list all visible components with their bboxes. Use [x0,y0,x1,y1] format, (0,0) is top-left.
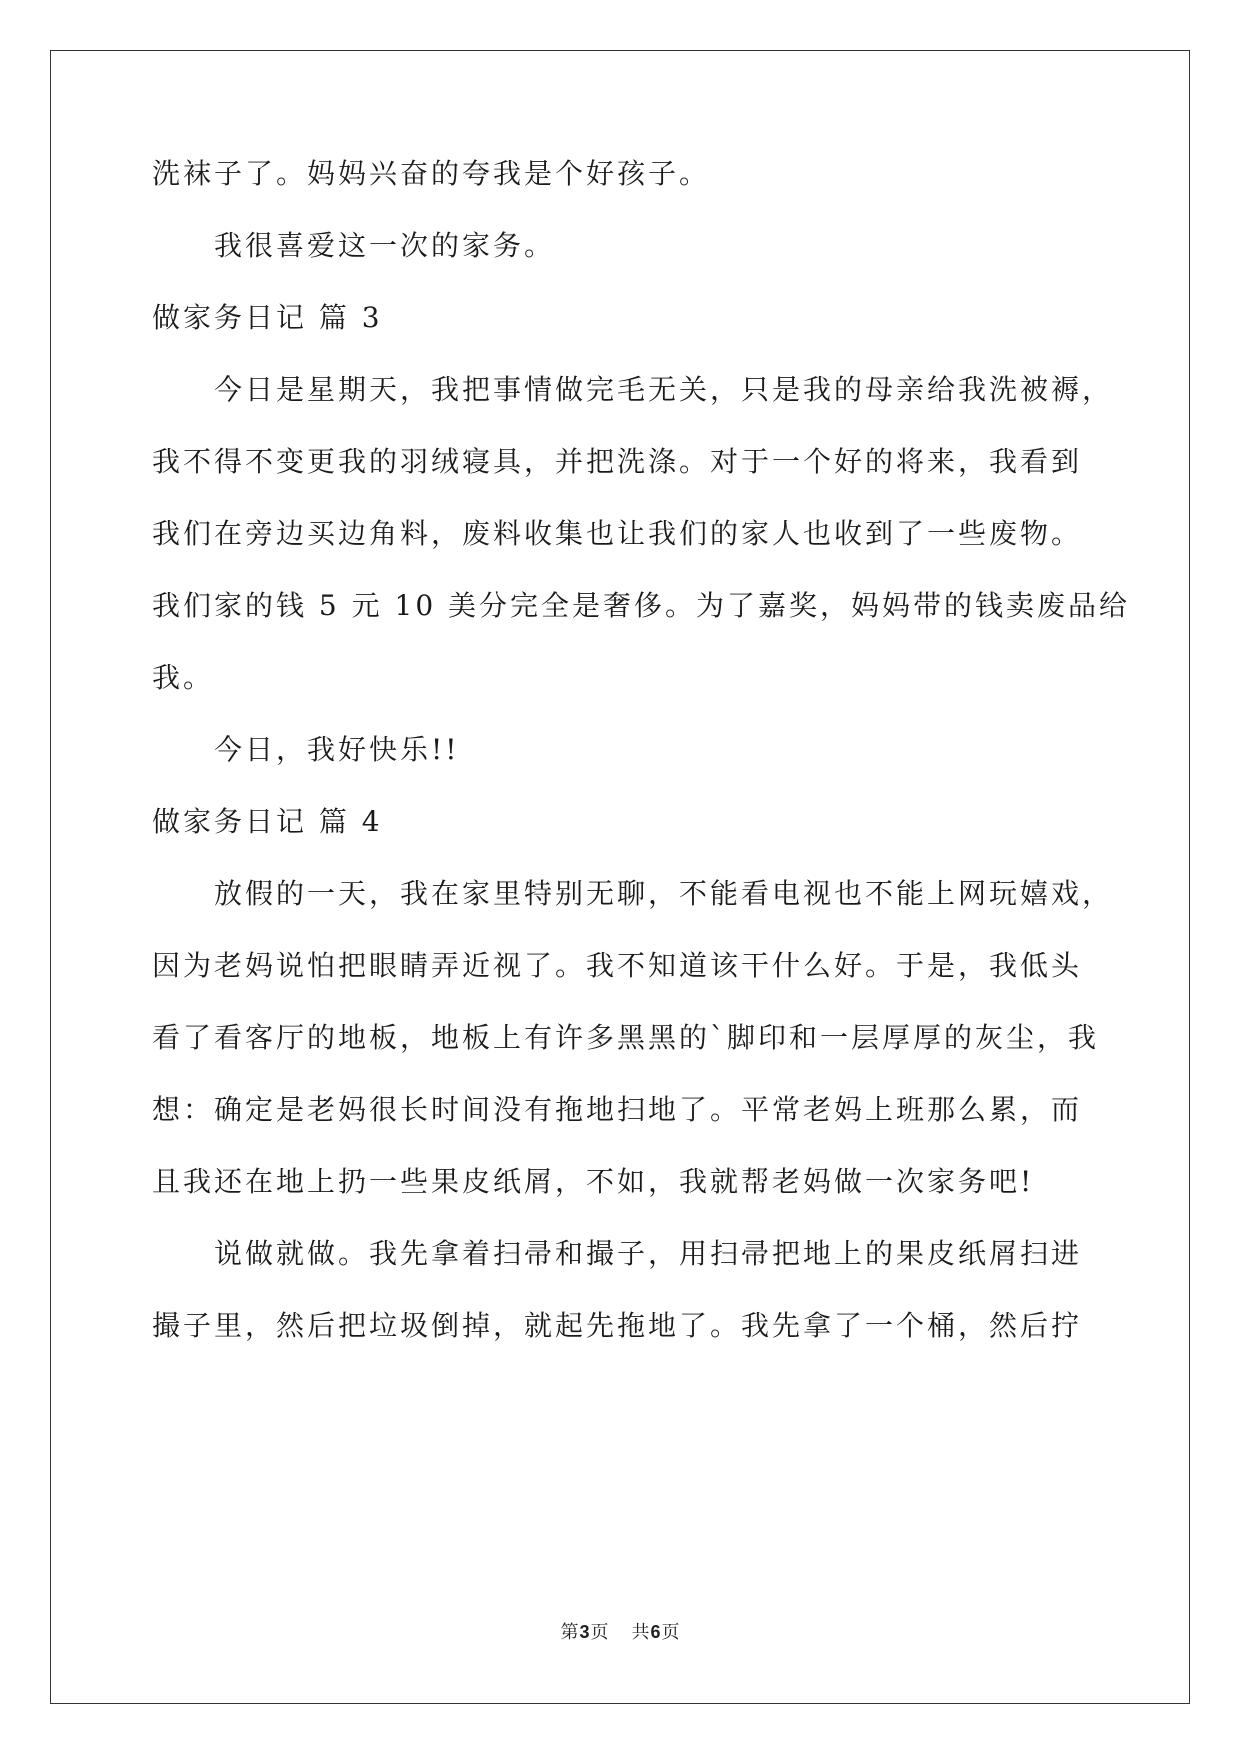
section-heading: 做家务日记 篇 3 [152,301,383,334]
text-line: 我们在旁边买边角料，废料收集也让我们的家人也收到了一些废物。 [152,517,1083,550]
total-suffix: 页 [661,1622,681,1643]
text-line: 今日是星期天，我把事情做完毛无关，只是我的母亲给我洗被褥， [214,373,1114,406]
page-prefix: 第 [560,1622,580,1643]
text-line: 我。 [152,661,215,694]
total-prefix: 共 [631,1622,651,1643]
text-line: 看了看客厅的地板，地板上有许多黑黑的`脚印和一层厚厚的灰尘，我 [152,1021,1100,1054]
page-suffix: 页 [590,1622,610,1643]
text-line: 说做就做。我先拿着扫帚和撮子，用扫帚把地上的果皮纸屑扫进 [214,1237,1083,1270]
text-line: 想：确定是老妈很长时间没有拖地扫地了。平常老妈上班那么累，而 [152,1093,1083,1126]
page-footer [0,1620,1241,1645]
text-line: 我们家的钱 5 元 10 美分完全是奢侈。为了嘉奖，妈妈带的钱卖废品给 [152,589,1131,622]
text-line: 撮子里，然后把垃圾倒掉，就起先拖地了。我先拿了一个桶，然后拧 [152,1309,1083,1342]
current-page-number: 3 [579,1622,591,1642]
text-line: 洗袜子了。妈妈兴奋的夸我是个好孩子。 [152,157,711,190]
text-line: 因为老妈说怕把眼睛弄近视了。我不知道该干什么好。于是，我低头 [152,949,1083,982]
text-line: 我很喜爱这一次的家务。 [214,229,556,262]
total-page-count: 6 [650,1622,662,1642]
text-line: 放假的一天，我在家里特别无聊，不能看电视也不能上网玩嬉戏， [214,877,1114,910]
section-heading: 做家务日记 篇 4 [152,805,383,838]
text-line: 且我还在地上扔一些果皮纸屑，不如，我就帮老妈做一次家务吧! [152,1165,1035,1198]
text-line: 我不得不变更我的羽绒寝具，并把洗涤。对于一个好的将来，我看到 [152,445,1083,478]
text-line: 今日，我好快乐!! [214,733,460,766]
